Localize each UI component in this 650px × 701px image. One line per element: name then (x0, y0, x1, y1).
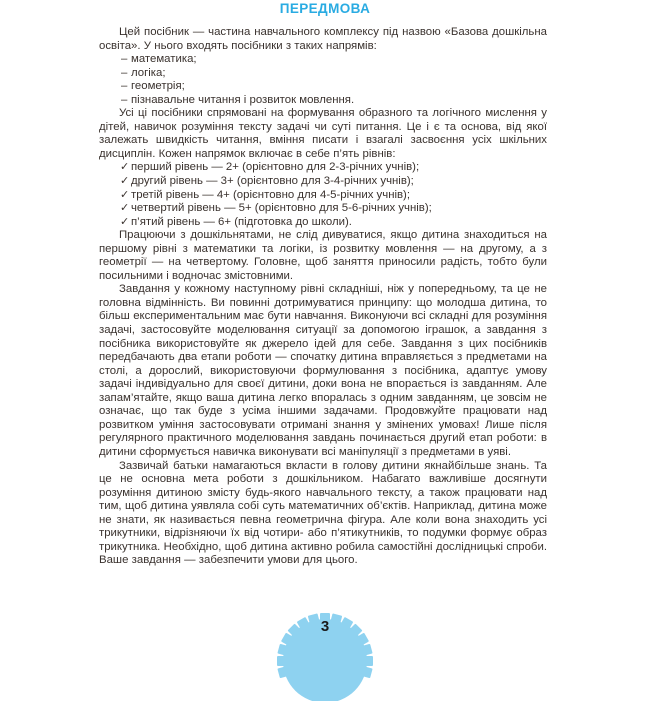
paragraph-intro: Цей посібник — частина навчального комплексу під назвою «Базова дошкільна освіта». У нього входять посібники з таких напрямів: (99, 26, 547, 52)
list-item-label: другий рівень — 3+ (орієнтовно для 3-4-річних учнів); (131, 175, 414, 188)
page-number: 3 (320, 618, 330, 635)
list-item-label: третій рівень — 4+ (орієнтовно для 4-5-річних учнів); (131, 188, 411, 201)
list-item-label: логіка; (131, 66, 166, 79)
dash-bullet-icon: – (121, 80, 128, 93)
page-title: ПЕРЕДМОВА (279, 1, 371, 16)
list-item-label: перший рівень — 2+ (орієнтовно для 2-3-річних учнів); (131, 161, 420, 174)
check-bullet-icon: ✓ (120, 202, 130, 215)
list-item-label: математика; (131, 53, 197, 66)
list-item (99, 80, 547, 94)
paragraph-levels-advice: Працюючи з дошкільнятами, не слід дивуватися, якщо дитина знаходиться на першому рівні з математики та логіки, із розвитку мовлення — на другому, а з геометрії — на четвертому. Головне, щоб заняття приносили радість, тобто були посильними і водночас змістовними. (99, 229, 547, 282)
page-number-badge (277, 605, 373, 701)
list-item (99, 67, 547, 81)
levels-list (99, 161, 547, 229)
list-item-label: геометрія; (131, 80, 185, 93)
dash-bullet-icon: – (121, 66, 128, 79)
paragraph-conclusion: Зазвичай батьки намагаються вкласти в голову дитини якнайбільше знань. Та це не основна мета роботи з дошкільником. Набагато важливіше досягнути розуміння дитиною змісту будь-якого навчального тексту, а також працювати над тим, щоб дитина уявляла собі суть математичних об’єктів. Наприклад, дитина може не знати, як називається певна геометрична фігура. Але коли вона знаходить усі трикутники, відрізняючи їх від чотири- або п’ятикутників, то подумки формує образ трикутника. Необхідно, щоб дитина активно робила самостійні дослідницькі спроби. Ваше завдання — забезпечити умови для цього. (99, 459, 547, 567)
page-content (99, 26, 547, 568)
check-bullet-icon: ✓ (120, 215, 130, 228)
list-item-label: четвертий рівень — 5+ (орієнтовно для 5-6-річних учнів); (131, 202, 432, 215)
check-bullet-icon: ✓ (120, 188, 130, 201)
directions-list (99, 53, 547, 107)
paragraph-method: Завдання у кожному наступному рівні складніші, ніж у попередньому, та це не головна відмінність. Ви повинні дотримуватися принципу: що молодша дитина, то більш експериментальним має бути навчання. Виконуючи всі складні для розуміння задачі, застосовуйте моделювання ситуації за допомогою іграшок, а завдання з посібника використовуйте як джерело ідей для себе. Завдання з цих посібників передбачають два етапи роботи — спочатку дитина вправляється з предметами на столі, а дорослий, використовуючи формулювання з посібника, адаптує умову задачі індивідуально для своєї дитини, доки вона не впорається із завданням. Але запам’ятайте, якщо ваша дитина легко впоралась з одним завданням, це зовсім не означає, що так буде з усіма іншими задачами. Продовжуйте працювати над розвитком уміння застосовувати отримані знання у змінених умовах! Лише після регулярного практичного моделювання завдань починається другий етап роботи: в дитини сформується навичка виконувати всі маніпуляції з предметами в уяві. (99, 283, 547, 458)
list-item (99, 216, 547, 230)
check-bullet-icon: ✓ (120, 161, 130, 174)
list-item-label: п’ятий рівень — 6+ (підготовка до школи). (131, 215, 352, 228)
list-item (99, 202, 547, 216)
list-item (99, 94, 547, 108)
list-item-label: пізнавальне читання і розвиток мовлення. (131, 93, 355, 106)
dash-bullet-icon: – (121, 53, 128, 66)
paragraph-aims: Усі ці посібники спрямовані на формування образного та логічного мислення у дітей, навичок розуміння тексту задачі чи суті питання. Це і є та основа, від якої залежать швидкість читання, вміння писати і взагалі засвоєння усіх шкільних дисциплін. Кожен напрямок включає в себе п’ять рівнів: (99, 107, 547, 160)
list-item (99, 161, 547, 175)
list-item (99, 189, 547, 203)
check-bullet-icon: ✓ (120, 175, 130, 188)
dash-bullet-icon: – (121, 93, 128, 106)
list-item (99, 175, 547, 189)
list-item (99, 53, 547, 67)
